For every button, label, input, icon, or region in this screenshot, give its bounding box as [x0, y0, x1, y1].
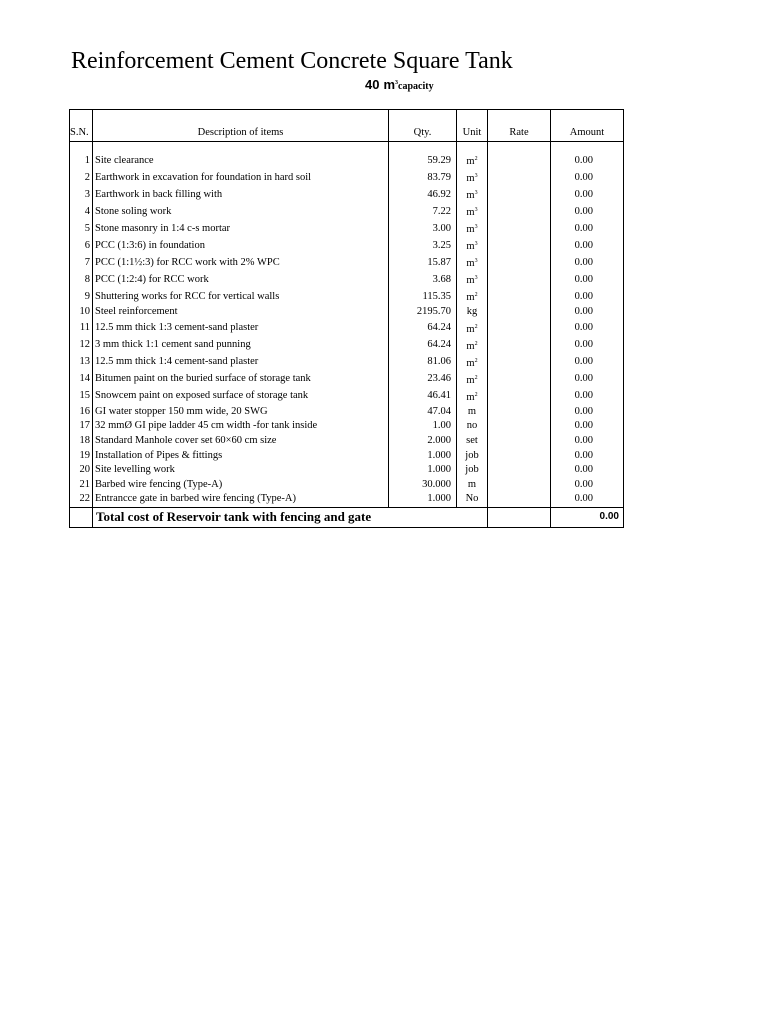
- capacity-unit: m: [383, 77, 396, 92]
- row-sn: 3: [70, 186, 93, 203]
- row-description: Stone soling work: [93, 203, 389, 220]
- row-amount: 0.00: [551, 478, 624, 493]
- row-sn: 5: [70, 220, 93, 237]
- row-qty: 46.92: [389, 186, 457, 203]
- row-rate: [488, 463, 551, 478]
- row-sn: 1: [70, 152, 93, 169]
- row-description: Steel reinforcement: [93, 305, 389, 320]
- row-sn: 10: [70, 305, 93, 320]
- row-description: PCC (1:2:4) for RCC work: [93, 271, 389, 288]
- header-unit: Unit: [457, 110, 488, 142]
- unit-superscript: 3: [474, 275, 478, 281]
- table-row: [70, 220, 624, 237]
- row-qty: 2.000: [389, 434, 457, 449]
- row-amount: 0.00: [551, 371, 624, 388]
- row-rate: [488, 203, 551, 220]
- row-rate: [488, 254, 551, 271]
- row-amount: 0.00: [551, 254, 624, 271]
- row-description: Entrancce gate in barbed wire fencing (Type-A): [93, 492, 389, 507]
- row-qty: 3.25: [389, 237, 457, 254]
- row-rate: [488, 388, 551, 405]
- row-sn: 4: [70, 203, 93, 220]
- row-sn: 16: [70, 405, 93, 420]
- table-header-row: [70, 110, 624, 142]
- row-amount: 0.00: [551, 186, 624, 203]
- row-description: Snowcem paint on exposed surface of storage tank: [93, 388, 389, 405]
- row-amount: 0.00: [551, 434, 624, 449]
- unit-superscript: 3: [474, 224, 478, 230]
- row-sn: 11: [70, 320, 93, 337]
- unit-superscript: 3: [474, 173, 478, 179]
- table-row: [70, 371, 624, 388]
- table-row: [70, 337, 624, 354]
- row-description: 12.5 mm thick 1:3 cement-sand plaster: [93, 320, 389, 337]
- row-sn: 6: [70, 237, 93, 254]
- table-row: [70, 463, 624, 478]
- row-qty: 64.24: [389, 337, 457, 354]
- row-description: Shuttering works for RCC for vertical walls: [93, 288, 389, 305]
- unit-superscript: 3: [474, 258, 478, 264]
- row-unit: m: [457, 405, 488, 420]
- row-unit: m: [457, 478, 488, 493]
- unit-superscript: 3: [474, 190, 478, 196]
- row-amount: 0.00: [551, 492, 624, 507]
- spacer-row: [70, 142, 624, 153]
- table-row: [70, 434, 624, 449]
- row-amount: 0.00: [551, 388, 624, 405]
- row-qty: 3.68: [389, 271, 457, 288]
- row-unit: $m^2$: [457, 371, 488, 388]
- row-unit: $m^3$: [457, 254, 488, 271]
- row-unit: job: [457, 463, 488, 478]
- table-row: [70, 354, 624, 371]
- row-rate: [488, 337, 551, 354]
- row-rate: [488, 220, 551, 237]
- row-qty: 81.06: [389, 354, 457, 371]
- row-rate: [488, 271, 551, 288]
- row-unit: kg: [457, 305, 488, 320]
- row-sn: 21: [70, 478, 93, 493]
- row-sn: 2: [70, 169, 93, 186]
- row-rate: [488, 320, 551, 337]
- unit-superscript: 3: [474, 207, 478, 213]
- unit-superscript: 2: [474, 340, 478, 347]
- header-qty: Qty.: [389, 110, 457, 142]
- total-amount: 0.00: [551, 507, 624, 527]
- row-description: 12.5 mm thick 1:4 cement-sand plaster: [93, 354, 389, 371]
- row-amount: 0.00: [551, 203, 624, 220]
- row-unit: $m^2$: [457, 337, 488, 354]
- row-description: Bitumen paint on the buried surface of storage tank: [93, 371, 389, 388]
- row-amount: 0.00: [551, 288, 624, 305]
- row-unit: No: [457, 492, 488, 507]
- row-qty: 1.00: [389, 419, 457, 434]
- unit-superscript: 2: [474, 357, 478, 364]
- table-row: [70, 478, 624, 493]
- total-label: Total cost of Reservoir tank with fencing and gate: [93, 507, 488, 527]
- row-qty: 7.22: [389, 203, 457, 220]
- row-rate: [488, 419, 551, 434]
- row-amount: 0.00: [551, 337, 624, 354]
- row-unit: $m^2$: [457, 354, 488, 371]
- row-description: Barbed wire fencing (Type-A): [93, 478, 389, 493]
- row-rate: [488, 169, 551, 186]
- row-rate: [488, 152, 551, 169]
- row-rate: [488, 186, 551, 203]
- table-row: [70, 320, 624, 337]
- table-row: [70, 152, 624, 169]
- row-rate: [488, 371, 551, 388]
- row-sn: 8: [70, 271, 93, 288]
- row-qty: 46.41: [389, 388, 457, 405]
- row-description: Stone masonry in 1:4 c-s mortar: [93, 220, 389, 237]
- row-sn: 20: [70, 463, 93, 478]
- row-unit: $m^3$: [457, 237, 488, 254]
- capacity-subtitle: [365, 74, 434, 96]
- unit-superscript: 3: [474, 241, 478, 247]
- row-amount: 0.00: [551, 448, 624, 463]
- capacity-unit-superscript: 3: [395, 80, 399, 86]
- row-rate: [488, 492, 551, 507]
- row-qty: 115.35: [389, 288, 457, 305]
- row-amount: 0.00: [551, 169, 624, 186]
- row-qty: 23.46: [389, 371, 457, 388]
- row-rate: [488, 405, 551, 420]
- row-unit: $m^3$: [457, 271, 488, 288]
- row-sn: 9: [70, 288, 93, 305]
- row-amount: 0.00: [551, 405, 624, 420]
- row-rate: [488, 305, 551, 320]
- table-row: [70, 388, 624, 405]
- capacity-label: capacity: [398, 81, 434, 92]
- unit-superscript: 2: [474, 292, 478, 298]
- row-qty: 3.00: [389, 220, 457, 237]
- table-row: [70, 203, 624, 220]
- row-sn: 17: [70, 419, 93, 434]
- row-qty: 1.000: [389, 463, 457, 478]
- table-row: [70, 305, 624, 320]
- row-description: Installation of Pipes & fittings: [93, 448, 389, 463]
- row-amount: 0.00: [551, 271, 624, 288]
- row-unit: $m^2$: [457, 388, 488, 405]
- header-amount: Amount: [551, 110, 624, 142]
- row-sn: 15: [70, 388, 93, 405]
- row-rate: [488, 478, 551, 493]
- table-row: [70, 419, 624, 434]
- row-unit: $m^3$: [457, 169, 488, 186]
- unit-superscript: 2: [474, 156, 478, 162]
- row-amount: 0.00: [551, 152, 624, 169]
- row-unit: $m^2$: [457, 152, 488, 169]
- row-rate: [488, 434, 551, 449]
- row-sn: 7: [70, 254, 93, 271]
- unit-superscript: 2: [474, 374, 478, 381]
- unit-superscript: 2: [474, 391, 478, 398]
- row-amount: 0.00: [551, 354, 624, 371]
- row-description: Earthwork in back filling with: [93, 186, 389, 203]
- row-amount: 0.00: [551, 320, 624, 337]
- header-sn: S.N.: [70, 110, 93, 142]
- row-sn: 13: [70, 354, 93, 371]
- row-description: 32 mmØ GI pipe ladder 45 cm width -for tank inside: [93, 419, 389, 434]
- row-amount: 0.00: [551, 305, 624, 320]
- row-unit: set: [457, 434, 488, 449]
- row-qty: 1.000: [389, 448, 457, 463]
- table-row: [70, 271, 624, 288]
- row-qty: 2195.70: [389, 305, 457, 320]
- row-qty: 59.29: [389, 152, 457, 169]
- row-qty: 64.24: [389, 320, 457, 337]
- row-sn: 19: [70, 448, 93, 463]
- row-unit: no: [457, 419, 488, 434]
- row-unit: $m^3$: [457, 203, 488, 220]
- row-qty: 30.000: [389, 478, 457, 493]
- table-row: [70, 169, 624, 186]
- table-row: [70, 254, 624, 271]
- total-row: [70, 507, 624, 527]
- row-unit: $m^3$: [457, 186, 488, 203]
- row-description: Site levelling work: [93, 463, 389, 478]
- row-rate: [488, 354, 551, 371]
- row-unit: $m^3$: [457, 220, 488, 237]
- row-description: GI water stopper 150 mm wide, 20 SWG: [93, 405, 389, 420]
- row-description: Site clearance: [93, 152, 389, 169]
- table-row: [70, 492, 624, 507]
- table-row: [70, 288, 624, 305]
- row-sn: 18: [70, 434, 93, 449]
- row-rate: [488, 448, 551, 463]
- row-rate: [488, 237, 551, 254]
- row-unit: $m^2$: [457, 288, 488, 305]
- row-sn: 12: [70, 337, 93, 354]
- row-amount: 0.00: [551, 220, 624, 237]
- row-sn: 14: [70, 371, 93, 388]
- row-qty: 1.000: [389, 492, 457, 507]
- header-description: Description of items: [93, 110, 389, 142]
- table-row: [70, 405, 624, 420]
- row-amount: 0.00: [551, 419, 624, 434]
- row-description: 3 mm thick 1:1 cement sand punning: [93, 337, 389, 354]
- capacity-value: 40: [365, 77, 380, 92]
- table-row: [70, 237, 624, 254]
- row-description: PCC (1:3:6) in foundation: [93, 237, 389, 254]
- bill-of-quantities-table: [69, 109, 624, 528]
- header-rate: Rate: [488, 110, 551, 142]
- row-sn: 22: [70, 492, 93, 507]
- row-qty: 83.79: [389, 169, 457, 186]
- row-unit: job: [457, 448, 488, 463]
- unit-superscript: 2: [474, 323, 478, 330]
- row-qty: 15.87: [389, 254, 457, 271]
- row-unit: $m^2$: [457, 320, 488, 337]
- row-description: Standard Manhole cover set 60×60 cm size: [93, 434, 389, 449]
- row-description: PCC (1:1½:3) for RCC work with 2% WPC: [93, 254, 389, 271]
- row-qty: 47.04: [389, 405, 457, 420]
- row-amount: 0.00: [551, 463, 624, 478]
- row-amount: 0.00: [551, 237, 624, 254]
- row-rate: [488, 288, 551, 305]
- table-row: [70, 448, 624, 463]
- table-row: [70, 186, 624, 203]
- page-title: Reinforcement Cement Concrete Square Tank: [71, 48, 513, 74]
- row-description: Earthwork in excavation for foundation in hard soil: [93, 169, 389, 186]
